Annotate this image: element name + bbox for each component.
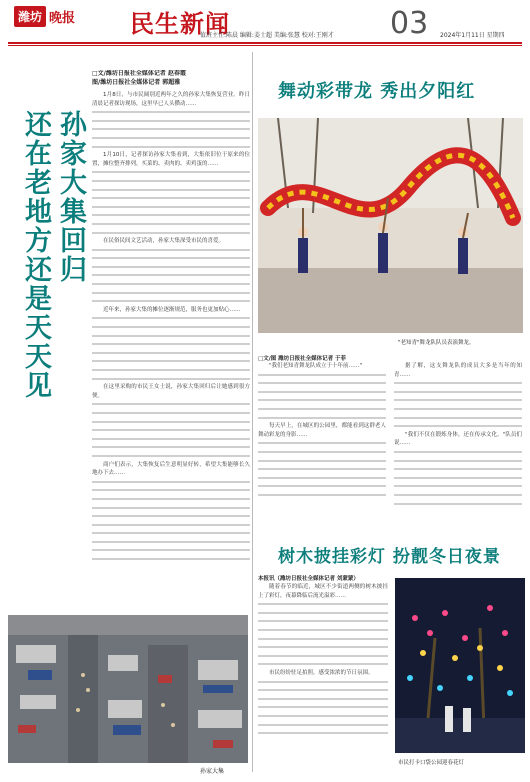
text-lines [394, 448, 522, 508]
night-lights-photo [395, 578, 525, 753]
page-number: 03 [390, 6, 429, 41]
night-photo-caption: 市民打卡口袋公园迎春花灯 [398, 760, 465, 766]
main-headline [20, 110, 86, 400]
editorial-credits: 值班主任:陈晨 编辑:姜士超 美编:张慧 校对:王刚才 [200, 32, 334, 39]
logo-paper-name: 晚报 [49, 11, 76, 26]
headline-line-2: 还在老地方还是天天见 [20, 110, 51, 400]
article-headline-lights: 树木披挂彩灯 扮靓冬日夜景 [278, 547, 501, 567]
text-lines [92, 314, 250, 383]
text-column [258, 362, 386, 522]
byline-text: □文/潍坊日报社全媒体记者 赵春霞 [92, 70, 186, 77]
byline-lights: 本报讯（潍坊日报社全媒体记者 刘蒙蒙） [258, 576, 359, 582]
text-lines [394, 379, 522, 431]
dragon-dance-photo-art [258, 118, 523, 333]
paragraph: 市民纷纷驻足拍照，感受浓浓的节日氛围。 [269, 669, 374, 676]
headline-line-1: 孙家大集回归 [55, 110, 86, 284]
text-lines [258, 678, 388, 738]
section-title: 民生新闻 [130, 9, 230, 38]
dragon-photo-caption: "老知青"舞龙队队员表演舞龙。 [398, 340, 475, 346]
article-body-left [92, 70, 250, 630]
paragraph: 1月8日，与市民阔别近两年之久的孙家大集恢复营业。昨日清晨记者探访现场，这里早已人头攒动…… [92, 92, 250, 107]
text-lines [92, 400, 250, 460]
text-lines [258, 439, 386, 499]
text-lines [92, 478, 250, 564]
byline-photo: 图/潍坊日报社全媒体记者 郭超雅 [92, 78, 181, 86]
paragraph: 1月10日，记者探访孙家大集看到，大集依旧位于原来的位置，摊位整齐排列，买菜的、卖肉的、卖鸡蛋的…… [92, 152, 250, 167]
text-lines [258, 371, 386, 423]
paragraph: 近年来，孙家大集的摊位逐渐规范，服务也更加贴心…… [103, 306, 241, 313]
paragraph: 据了解，这支舞龙队的成员大多是当年的知青…… [394, 363, 522, 378]
masthead [0, 0, 530, 44]
text-column [394, 362, 522, 522]
paragraph: 每天早上，在城区的公园里，都能看到这群老人舞动彩龙的身影…… [258, 423, 386, 438]
dragon-article-body [258, 362, 523, 522]
masthead-rule [8, 42, 522, 44]
column-divider [252, 52, 253, 772]
text-lines [92, 168, 250, 237]
byline-dragon: □文/图 潍坊日报社全媒体记者 于菲 [258, 356, 347, 362]
paragraph: 商户们表示，大集恢复后生意明显好转，希望大集能够长久地办下去…… [92, 461, 250, 477]
masthead-rule-thin [8, 45, 522, 46]
paragraph: "我们不仅在锻炼身体，还在传承文化。"队员们说…… [394, 431, 522, 447]
market-photo-caption: 孙家大集 [200, 768, 225, 775]
night-lights-photo-art [395, 578, 525, 753]
paragraph: 在这里采购的市民王女士说，孙家大集回归后让她感到很方便。 [92, 384, 250, 399]
logo-badge: 潍坊 [14, 6, 46, 27]
issue-date: 2024年1月11日 星期四 [440, 32, 505, 39]
article-headline-dragon: 舞动彩带龙 秀出夕阳红 [278, 81, 476, 102]
text-lines [92, 246, 250, 306]
paper-logo [14, 6, 75, 27]
text-lines [258, 600, 388, 669]
market-photo [8, 615, 248, 763]
lights-article-body [258, 575, 388, 775]
market-photo-art [8, 615, 248, 763]
text-lines [92, 108, 250, 151]
paragraph: 随着春节的临近，城区不少街道两侧的树木披挂上了彩灯，夜幕降临后流光溢彩…… [258, 584, 388, 599]
paragraph: "我们老知青舞龙队成立于十年前……" [269, 363, 363, 369]
dragon-dance-photo [258, 118, 523, 333]
paragraph: 在民俗民间文艺活动，孙家大集深受市民的喜爱。 [103, 238, 225, 245]
